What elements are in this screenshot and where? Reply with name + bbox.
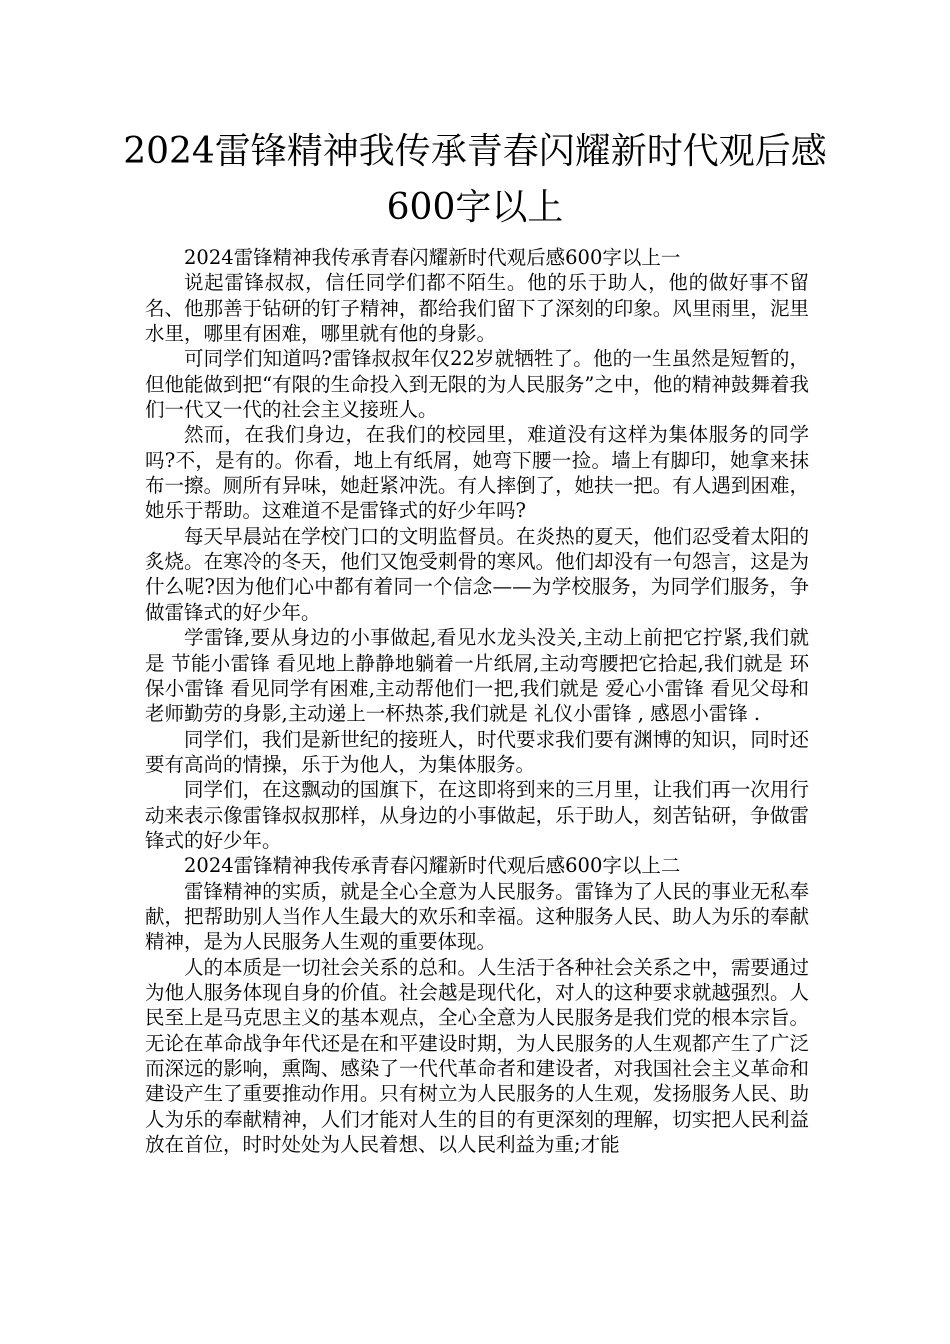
document-body xyxy=(145,245,809,1157)
paragraph: 然而，在我们身边，在我们的校园里，难道没有这样为集体服务的同学吗?不，是有的。你看，地上有纸屑，她弯下腰一捡。墙上有脚印，她拿来抹布一擦。厕所有异味，她赶紧冲洗。有人摔倒了，她扶一把。有人遇到困难，她乐于帮助。这难道不是雷锋式的好少年吗? xyxy=(145,423,809,523)
paragraph: 同学们，在这飘动的国旗下，在这即将到来的三月里，让我们再一次用行动来表示像雷锋叔叔那样，从身边的小事做起，乐于助人，刻苦钻研，争做雷锋式的好少年。 xyxy=(145,778,809,852)
section-heading-one: 2024雷锋精神我传承青春闪耀新时代观后感600字以上一 xyxy=(184,246,681,269)
paragraph: 每天早晨站在学校门口的文明监督员。在炎热的夏天，他们忍受着太阳的炙烧。在寒冷的冬天，他们又饱受刺骨的寒风。他们却没有一句怨言，这是为什么呢?因为他们心中都有着同一个信念——为学校服务，为同学们服务，争做雷锋式的好少年。 xyxy=(145,524,809,624)
paragraph: 学雷锋,要从身边的小事做起,看见水龙头没关,主动上前把它拧紧,我们就是 节能小雷锋 看见地上静静地躺着一片纸屑,主动弯腰把它拾起,我们就是 环保小雷锋 看见同学有困难,主动帮他们一把,我们就是 爱心小雷锋 看见父母和老师勤劳的身影,主动递上一杯热茶,我们就是 礼仪小雷锋 , 感恩小雷锋 . xyxy=(145,626,809,726)
page-title: 2024雷锋精神我传承青春闪耀新时代观后感600字以上 xyxy=(123,131,827,228)
paragraph: 人的本质是一切社会关系的总和。人生活于各种社会关系之中，需要通过为他人服务体现自身的价值。社会越是现代化，对人的这种要求就越强烈。人民至上是马克思主义的基本观点，全心全意为人民服务是我们党的根本宗旨。无论在革命战争年代还是在和平建设时期，为人民服务的人生观都产生了广泛而深远的影响，熏陶、感染了一代代革命者和建设者，对我国社会主义革命和建设产生了重要推动作用。只有树立为人民服务的人生观，发扬服务人民、助人为乐的奉献精神，人们才能对人生的目的有更深刻的理解，切实把人民利益放在首位，时时处处为人民着想、以人民利益为重;才能 xyxy=(145,955,809,1157)
paragraph: 说起雷锋叔叔，信任同学们都不陌生。他的乐于助人，他的做好事不留名、他那善于钻研的钉子精神，都给我们留下了深刻的印象。风里雨里，泥里水里，哪里有困难，哪里就有他的身影。 xyxy=(145,271,809,346)
section-heading-two: 2024雷锋精神我传承青春闪耀新时代观后感600字以上二 xyxy=(184,854,681,878)
paragraph: 雷锋精神的实质，就是全心全意为人民服务。雷锋为了人民的事业无私奉献，把帮助别人当作人生最大的欢乐和幸福。这种服务人民、助人为乐的奉献精神，是为人民服务人生观的重要体现。 xyxy=(145,879,809,954)
paragraph: 可同学们知道吗?雷锋叔叔年仅22岁就牺牲了。他的一生虽然是短暂的，但他能做到把“有限的生命投入到无限的为人民服务”之中，他的精神鼓舞着我们一代又一代的社会主义接班人。 xyxy=(145,347,809,422)
paragraph: 同学们，我们是新世纪的接班人，时代要求我们要有渊博的知识，同时还要有高尚的情操，乐于为他人，为集体服务。 xyxy=(145,727,809,776)
